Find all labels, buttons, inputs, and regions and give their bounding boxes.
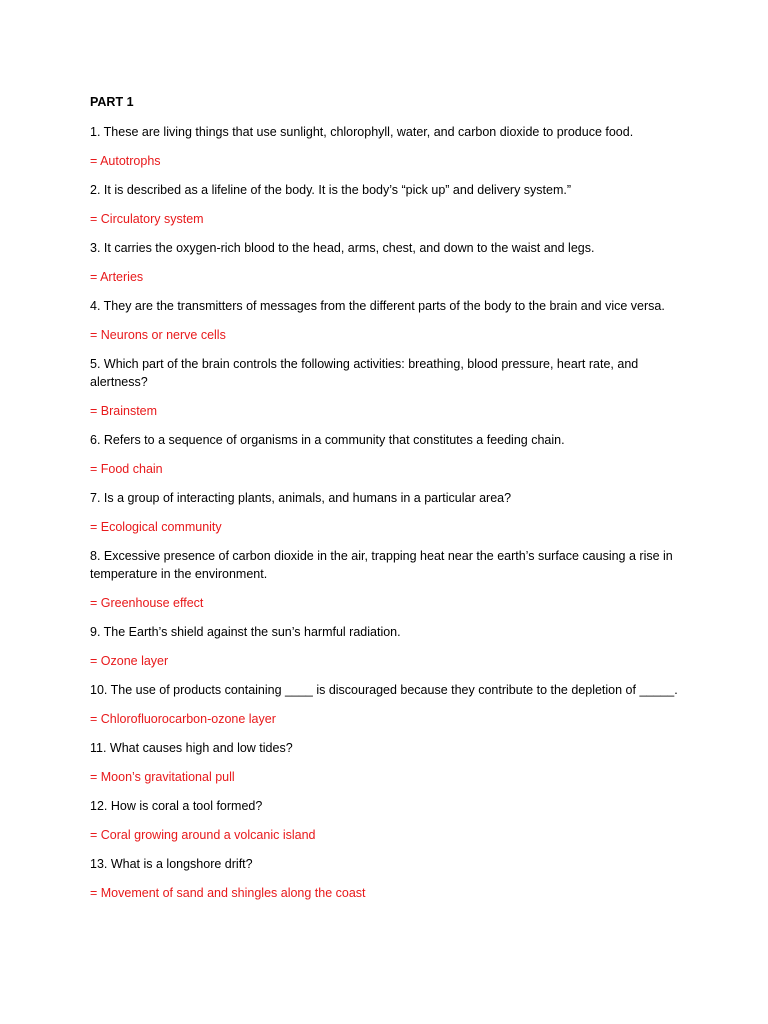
part-heading: PART 1 <box>90 95 134 109</box>
answer-text: = Arteries <box>90 270 144 284</box>
qa-item <box>90 855 690 902</box>
question-text: 8. Excessive presence of carbon dioxide in the air, trapping heat near the earth’s surface causing a rise in temperature in the environment. <box>90 549 673 581</box>
answer-text: = Brainstem <box>90 404 158 418</box>
answer-text: = Autotrophs <box>90 154 161 168</box>
qa-item <box>90 489 690 536</box>
qa-item <box>90 797 690 844</box>
question-text: 3. It carries the oxygen-rich blood to the head, arms, chest, and down to the waist and legs. <box>90 241 595 255</box>
qa-item <box>90 739 690 786</box>
question-text: 13. What is a longshore drift? <box>90 857 253 871</box>
question-text: 1. These are living things that use sunlight, chlorophyll, water, and carbon dioxide to produce food. <box>90 125 634 139</box>
qa-item <box>90 681 690 728</box>
question-text: 10. The use of products containing ____ is discouraged because they contribute to the depletion of _____. <box>90 683 678 697</box>
answer-text: = Neurons or nerve cells <box>90 328 226 342</box>
answer-text: = Movement of sand and shingles along the coast <box>90 886 366 900</box>
answer-text: = Ozone layer <box>90 654 169 668</box>
qa-item <box>90 239 690 286</box>
question-text: 7. Is a group of interacting plants, animals, and humans in a particular area? <box>90 491 512 505</box>
question-text: 4. They are the transmitters of messages from the different parts of the body to the brain and vice versa. <box>90 299 665 313</box>
answer-text: = Food chain <box>90 462 163 476</box>
answer-text: = Circulatory system <box>90 212 204 226</box>
answer-text: = Ecological community <box>90 520 222 534</box>
qa-item <box>90 123 690 170</box>
answer-text: = Greenhouse effect <box>90 596 204 610</box>
question-text: 9. The Earth’s shield against the sun’s harmful radiation. <box>90 625 401 639</box>
question-text: 11. What causes high and low tides? <box>90 741 293 755</box>
question-text: 6. Refers to a sequence of organisms in a community that constitutes a feeding chain. <box>90 433 565 447</box>
qa-item <box>90 623 690 670</box>
answer-text: = Moon’s gravitational pull <box>90 770 235 784</box>
question-text: 5. Which part of the brain controls the following activities: breathing, blood pressure, heart rate, and alertness? <box>90 357 639 389</box>
answer-text: = Coral growing around a volcanic island <box>90 828 316 842</box>
question-text: 12. How is coral a tool formed? <box>90 799 263 813</box>
answer-text: = Chlorofluorocarbon-ozone layer <box>90 712 276 726</box>
qa-item <box>90 297 690 344</box>
qa-item <box>90 431 690 478</box>
qa-item <box>90 181 690 228</box>
document-page <box>90 94 690 913</box>
qa-item <box>90 547 690 612</box>
qa-item <box>90 355 690 420</box>
question-text: 2. It is described as a lifeline of the body. It is the body’s “pick up” and delivery system.” <box>90 183 572 197</box>
